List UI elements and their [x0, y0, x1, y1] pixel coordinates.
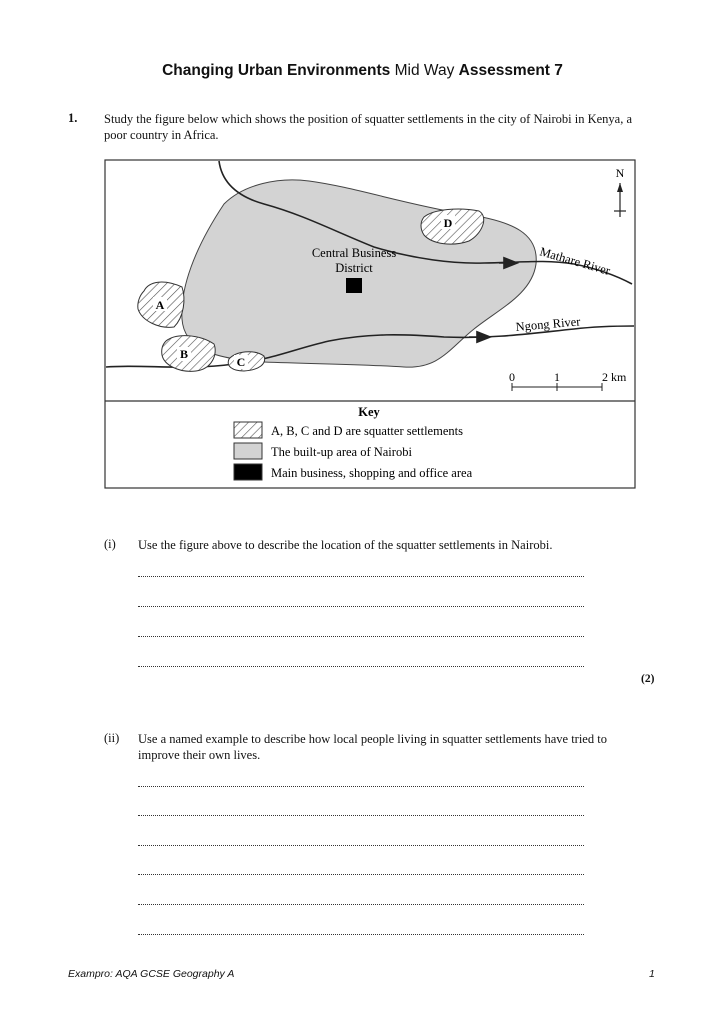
key-item-3: Main business, shopping and office area: [271, 466, 473, 480]
part-i-text: Use the figure above to describe the location of the squatter settlements in Nairobi.: [138, 538, 553, 552]
answer-line-i-3[interactable]: [138, 628, 584, 637]
scale-tick-1: 1: [554, 370, 560, 384]
scale-tick-2: 2 km: [602, 370, 627, 384]
mathare-river-label: Mathare River: [538, 244, 612, 278]
answer-line-i-1[interactable]: [138, 568, 584, 577]
answer-line-ii-6[interactable]: [138, 926, 584, 935]
part-i-label: (i): [104, 537, 116, 551]
answer-line-ii-4[interactable]: [138, 866, 584, 875]
footer-source: Exampro: AQA GCSE Geography A: [68, 968, 235, 980]
key-swatch-business: [234, 464, 262, 480]
page-title: [0, 62, 725, 80]
page-number: 1: [649, 968, 655, 980]
settlement-label-d: D: [443, 216, 453, 230]
answer-line-i-2[interactable]: [138, 598, 584, 607]
cbd-label-line1: Central Business: [311, 246, 397, 260]
key-swatch-settlement: [234, 422, 262, 438]
settlement-label-a: A: [155, 298, 165, 312]
nairobi-map-figure: [104, 159, 636, 489]
answer-line-ii-5[interactable]: [138, 896, 584, 905]
key-item-2: The built-up area of Nairobi: [271, 445, 412, 459]
key-swatch-builtup: [234, 443, 262, 459]
answer-line-ii-2[interactable]: [138, 807, 584, 816]
north-label: N: [615, 166, 625, 180]
map-svg: [104, 159, 636, 489]
key-title: Key: [358, 405, 380, 419]
ngong-river-label: Ngong River: [515, 314, 581, 334]
settlement-label-b: B: [179, 347, 189, 361]
marks-i: (2): [641, 673, 655, 685]
title-part-1: Changing Urban Environments: [162, 62, 391, 79]
answer-line-i-4[interactable]: [138, 658, 584, 667]
key-item-1: A, B, C and D are squatter settlements: [271, 424, 463, 438]
part-ii-text: Use a named example to describe how local people living in squatter settlements have tried to improve their own lives.: [138, 732, 607, 762]
cbd-label-line2: District: [335, 261, 373, 275]
settlement-label-c: C: [236, 355, 246, 369]
scale-tick-0: 0: [509, 370, 515, 384]
title-part-2: Mid Way: [390, 62, 459, 79]
question-text: Study the figure below which shows the position of squatter settlements in the city of Nairobi in Kenya, a poor country in Africa.: [104, 112, 633, 142]
answer-line-ii-1[interactable]: [138, 778, 584, 787]
question-number: 1.: [68, 111, 78, 125]
part-ii-label: (ii): [104, 731, 120, 745]
answer-line-ii-3[interactable]: [138, 837, 584, 846]
title-part-3: Assessment 7: [458, 62, 563, 79]
cbd-square: [346, 278, 362, 293]
